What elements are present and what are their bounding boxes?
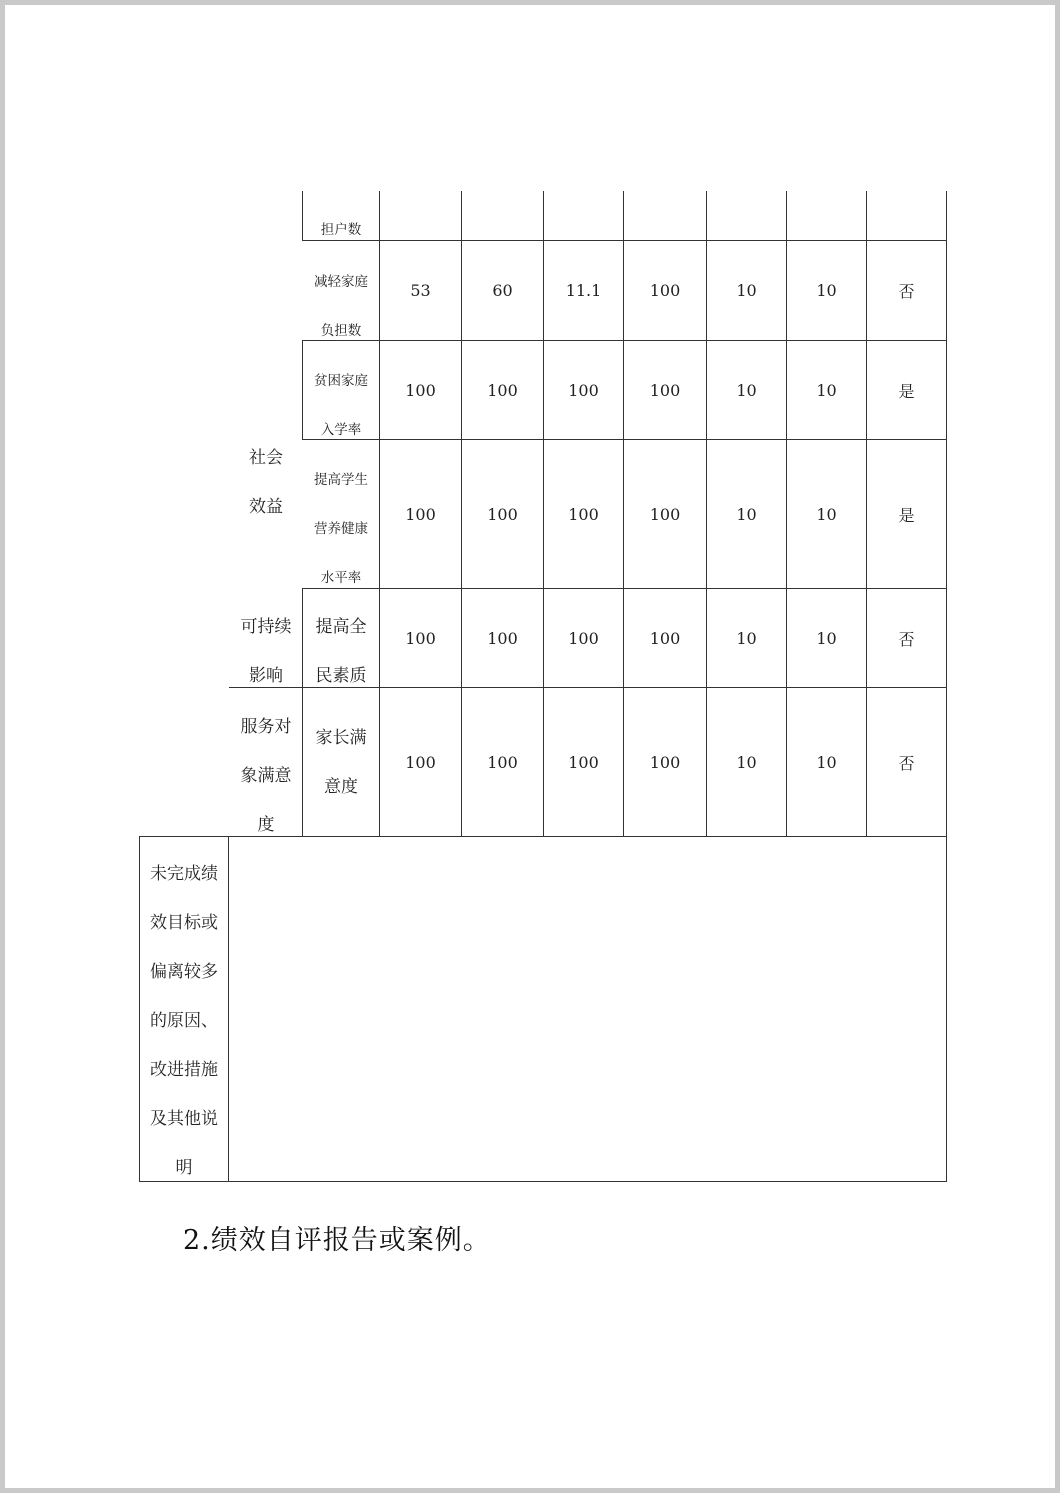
- indicator-cell: 提高学生营养健康水平率: [314, 472, 368, 586]
- value-cell: 60: [492, 281, 513, 300]
- value-cell: 10: [816, 380, 837, 400]
- value-cell: 10: [736, 380, 757, 400]
- value-cell: 100: [487, 752, 518, 772]
- value-cell: 10: [816, 628, 837, 648]
- value-cell: 100: [568, 380, 599, 400]
- section-heading: 2.绩效自评报告或案例。: [183, 1225, 491, 1256]
- remarks-value: [229, 837, 946, 1181]
- value-cell: 10: [816, 281, 837, 300]
- value-cell: 10: [736, 281, 757, 300]
- indicator-cell: 家长满意度: [315, 728, 367, 797]
- value-cell: 10: [816, 504, 837, 524]
- indicator-cell: 担户数: [320, 221, 362, 238]
- value-cell: 100: [405, 752, 436, 772]
- value-cell: 100: [568, 628, 599, 648]
- value-cell: 10: [736, 504, 757, 524]
- value-cell: 100: [649, 281, 681, 300]
- indicator-cell: 贫困家庭入学率: [314, 373, 368, 438]
- value-cell: 100: [568, 752, 599, 772]
- value-cell: 100: [487, 380, 518, 400]
- flag-cell: 否: [898, 282, 915, 301]
- flag-cell: 否: [898, 629, 915, 649]
- value-cell: 100: [487, 504, 518, 524]
- value-cell: 53: [410, 281, 431, 300]
- value-cell: 100: [568, 504, 599, 524]
- value-cell: 100: [649, 504, 681, 524]
- value-cell: 100: [405, 504, 436, 524]
- value-cell: 10: [736, 752, 757, 772]
- value-cell: 100: [649, 752, 681, 772]
- flag-cell: 是: [898, 505, 915, 525]
- group-label-satisfaction: 服务对象满意度: [240, 716, 292, 835]
- value-cell: 100: [405, 628, 436, 648]
- value-cell: 10: [736, 628, 757, 648]
- remarks-label: 未完成绩效目标或偏离较多的原因、改进措施及其他说明: [150, 864, 218, 1178]
- value-cell: 100: [649, 628, 681, 648]
- group-label-sustainable-impact: 可持续影响: [240, 617, 292, 686]
- flag-cell: 是: [898, 381, 915, 401]
- value-cell: 100: [649, 380, 681, 400]
- document-page: [5, 5, 1055, 1488]
- value-cell: 11.1: [565, 281, 602, 300]
- value-cell: 100: [487, 628, 518, 648]
- indicator-cell: 减轻家庭负担数: [314, 274, 368, 339]
- group-label-social-benefit: 社会效益: [249, 448, 283, 517]
- flag-cell: 否: [898, 753, 915, 773]
- value-cell: 10: [816, 752, 837, 772]
- value-cell: 100: [405, 380, 436, 400]
- indicator-cell: 提高全民素质: [315, 617, 367, 686]
